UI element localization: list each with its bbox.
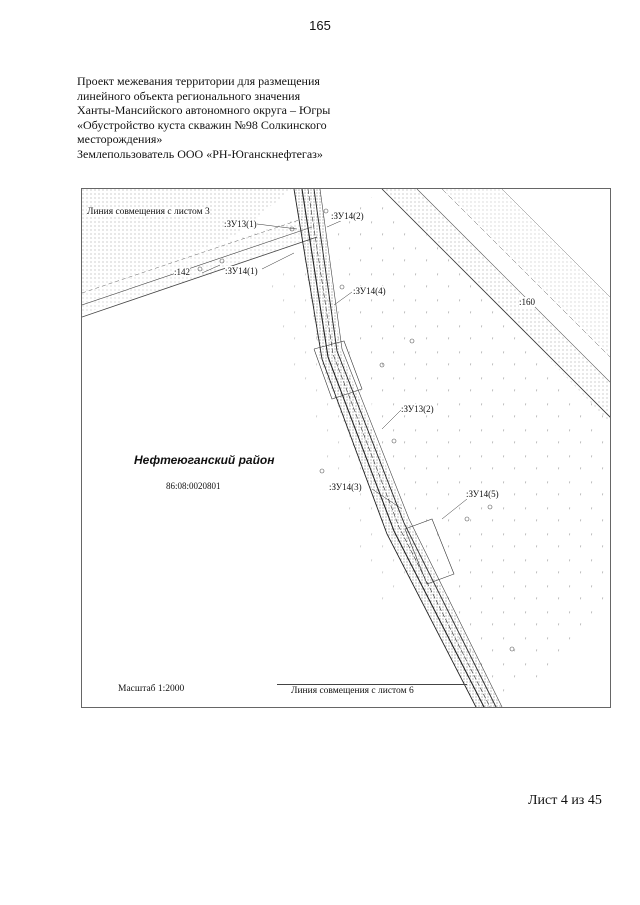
plot-label: :ЗУ14(4)	[353, 286, 386, 296]
plot-label: :ЗУ14(3)	[329, 482, 362, 492]
page-number: 165	[309, 18, 331, 33]
sheet-number: Лист 4 из 45	[528, 793, 602, 808]
map-frame	[81, 188, 611, 708]
cadastral-quarter-label: 86:08:0020801	[166, 481, 221, 491]
plot-label: :160	[519, 297, 536, 307]
header-line: линейного объекта регионального значения	[77, 88, 301, 103]
plot-label: :ЗУ14(2)	[331, 211, 364, 221]
plot-label: :ЗУ14(1)	[225, 266, 258, 276]
header-line: Ханты-Мансийского автономного округа – Югры	[77, 103, 331, 117]
plot-label: :ЗУ14(5)	[466, 489, 499, 499]
plot-label: :ЗУ13(2)	[401, 404, 434, 414]
header-line: Проект межевания территории для размещения	[77, 74, 320, 88]
district-label: Нефтеюганский район	[134, 453, 275, 467]
header-line: «Обустройство куста скважин №98 Солкинского	[77, 117, 327, 132]
map-drawing	[82, 189, 611, 708]
header-line: месторождения»	[77, 132, 163, 146]
plot-label: :142	[174, 267, 191, 277]
join-line-top-label: Линия совмещения с листом 3	[87, 207, 210, 217]
scale-label: Масштаб 1:2000	[118, 684, 185, 694]
header-line: Землепользователь ООО «РН-Юганскнефтегаз»	[77, 146, 323, 161]
document-header	[77, 74, 377, 161]
plot-label: :ЗУ13(1)	[224, 219, 257, 229]
join-line-bottom-label: Линия совмещения с листом 6	[291, 686, 414, 696]
join-line-bottom	[277, 684, 467, 685]
